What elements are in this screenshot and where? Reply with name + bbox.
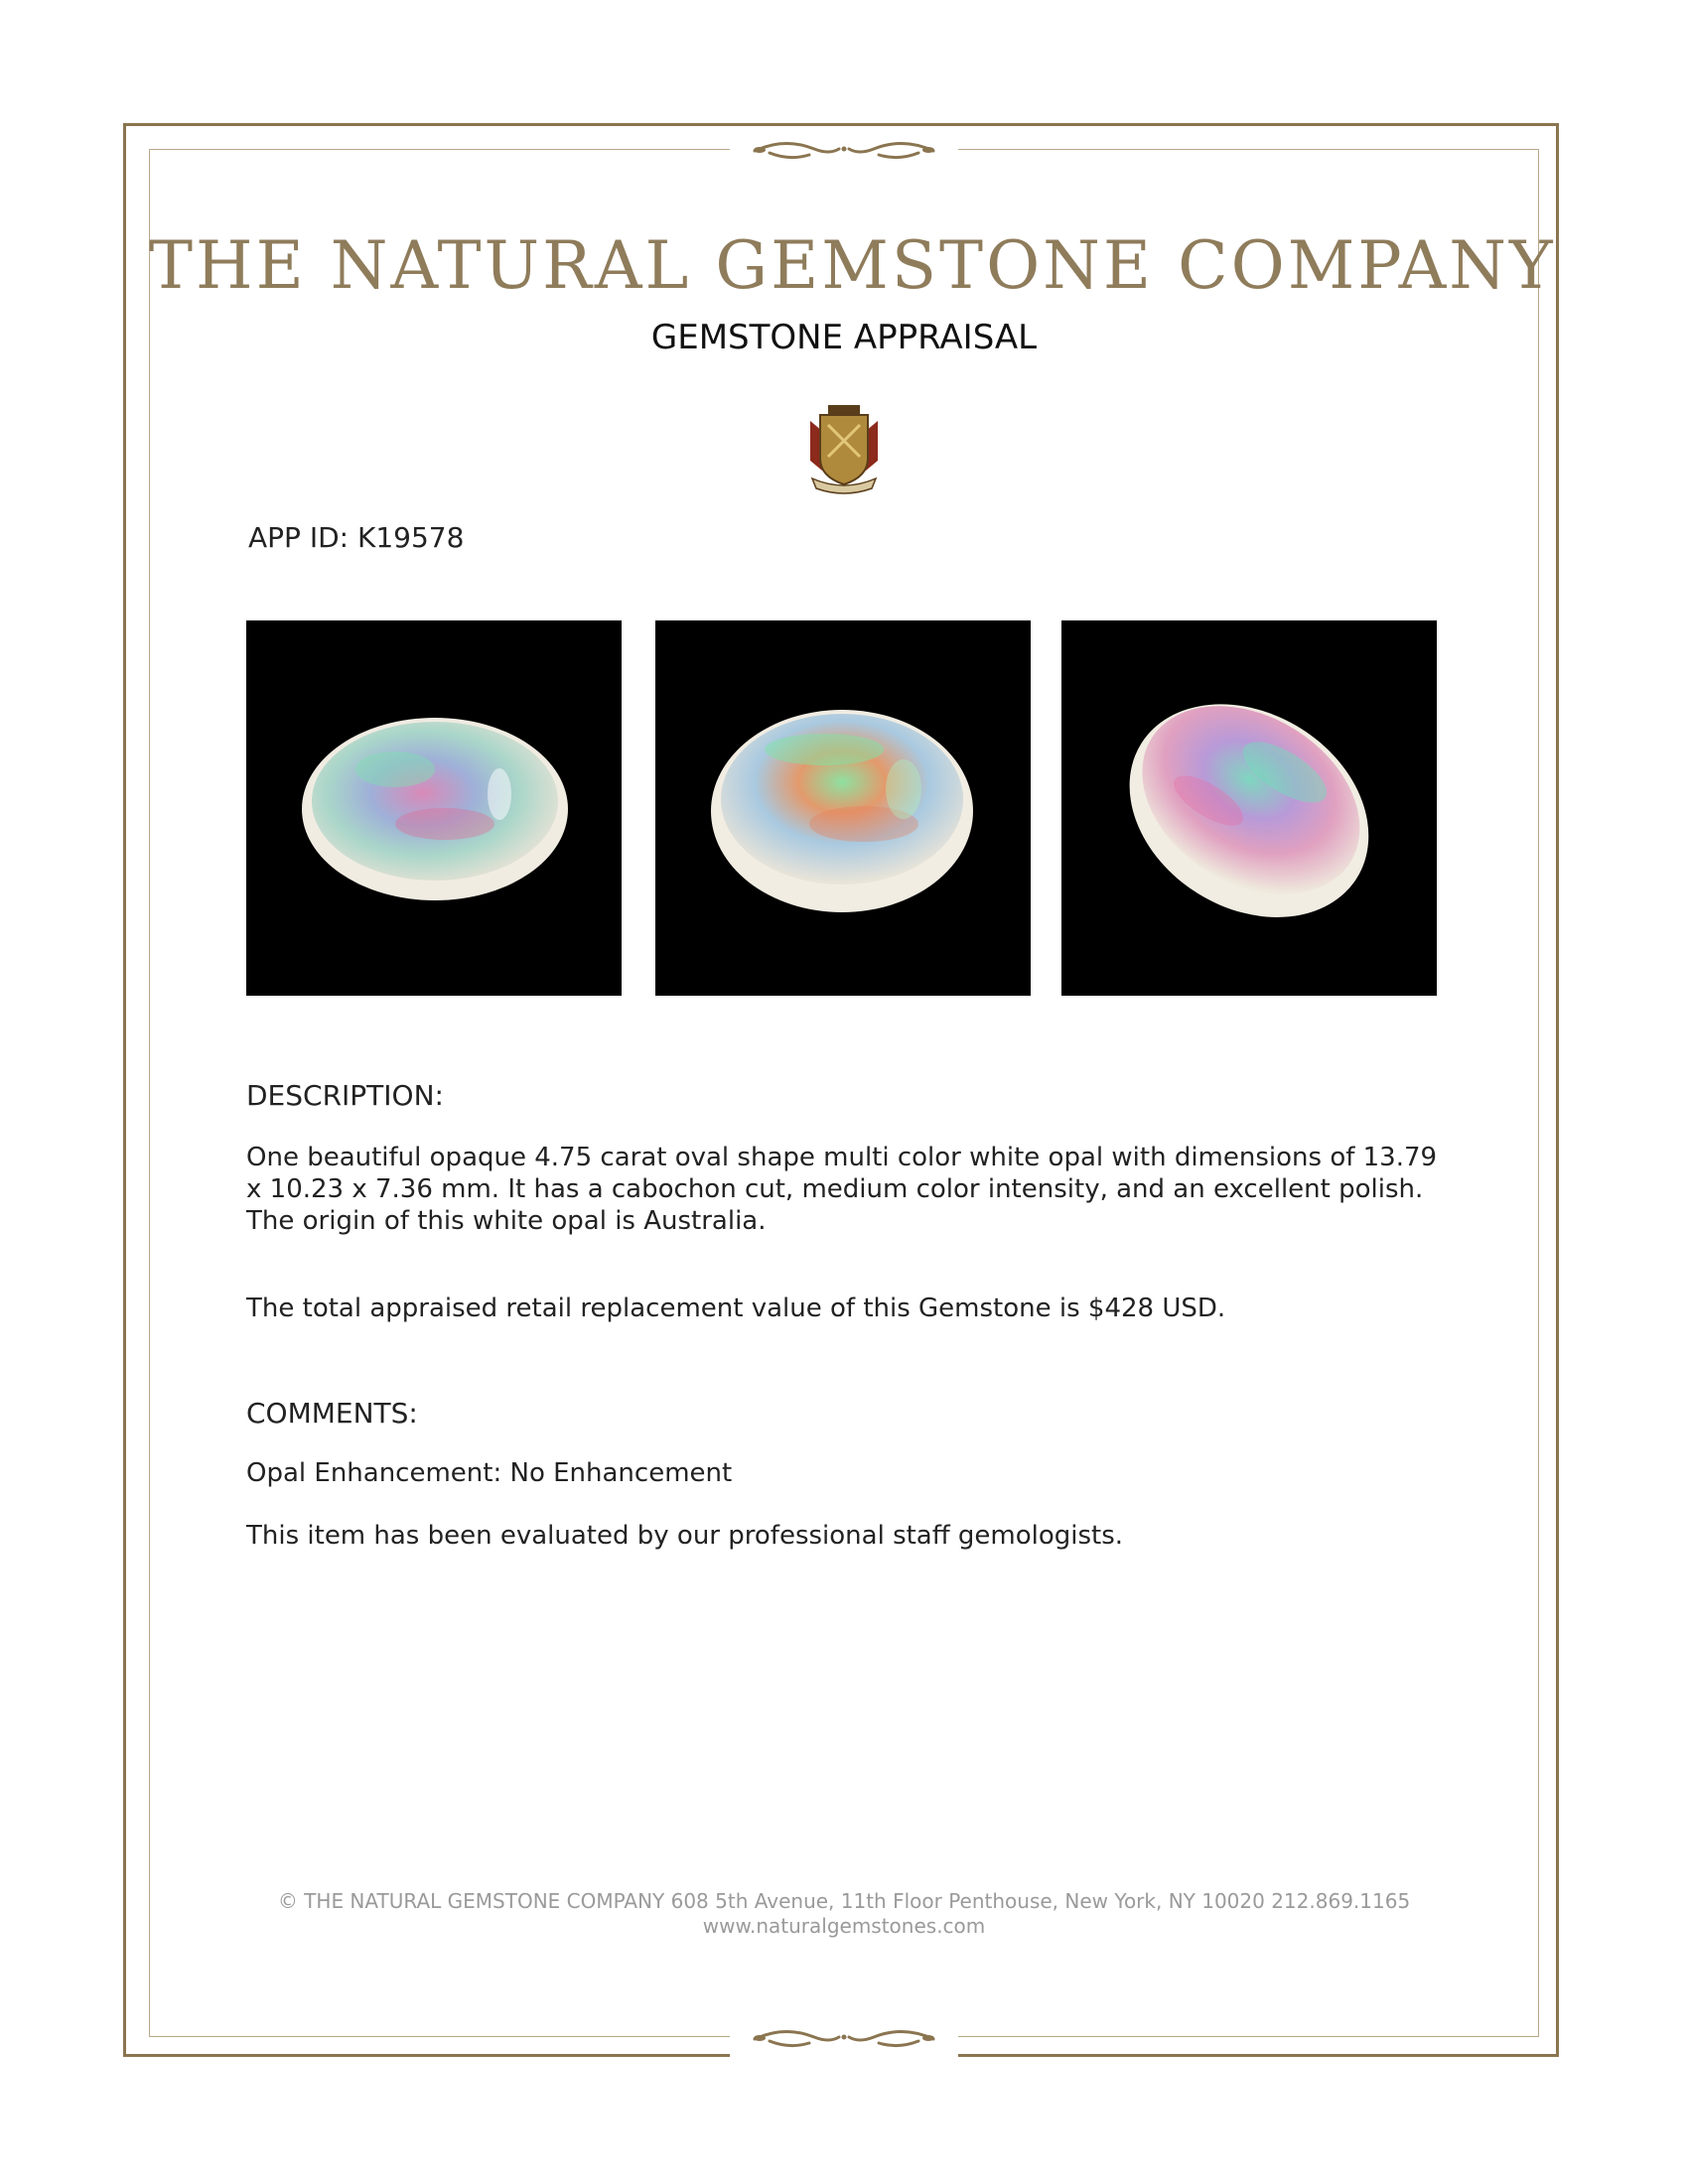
footer-address: © THE NATURAL GEMSTONE COMPANY 608 5th Avenue, 11th Floor Penthouse, New York, NY 10020 212.869.1165 bbox=[277, 1889, 1411, 1913]
appraised-value-statement: The total appraised retail replacement value of this Gemstone is $428 USD. bbox=[246, 1294, 1226, 1323]
enhancement-comment: Opal Enhancement: No Enhancement bbox=[246, 1458, 733, 1488]
top-flourish-ornament bbox=[730, 129, 958, 169]
gemstone-photo-top-view bbox=[246, 620, 622, 996]
description-heading: DESCRIPTION: bbox=[246, 1079, 444, 1112]
document-title: GEMSTONE APPRAISAL bbox=[650, 318, 1038, 357]
company-name: THE NATURAL GEMSTONE COMPANY bbox=[149, 227, 1556, 304]
company-crest-logo bbox=[802, 401, 886, 496]
bottom-flourish-ornament bbox=[730, 2017, 958, 2057]
evaluation-comment: This item has been evaluated by our professional staff gemologists. bbox=[246, 1521, 1124, 1551]
comments-heading: COMMENTS: bbox=[246, 1397, 418, 1430]
footer-website-link[interactable]: www.naturalgemstones.com bbox=[702, 1914, 986, 1938]
gemstone-photo-rotated-view bbox=[1061, 620, 1437, 996]
appraisal-id: APP ID: K19578 bbox=[248, 521, 465, 554]
description-text: One beautiful opaque 4.75 carat oval shape multi color white opal with dimensions of 13.79 x 10.23 x 7.36 mm. It has a cabochon cut, medium color intensity, and an excellent polish. The origin of this white opal is Australia. bbox=[246, 1143, 1438, 1236]
gemstone-photo-angled-view bbox=[655, 620, 1031, 996]
